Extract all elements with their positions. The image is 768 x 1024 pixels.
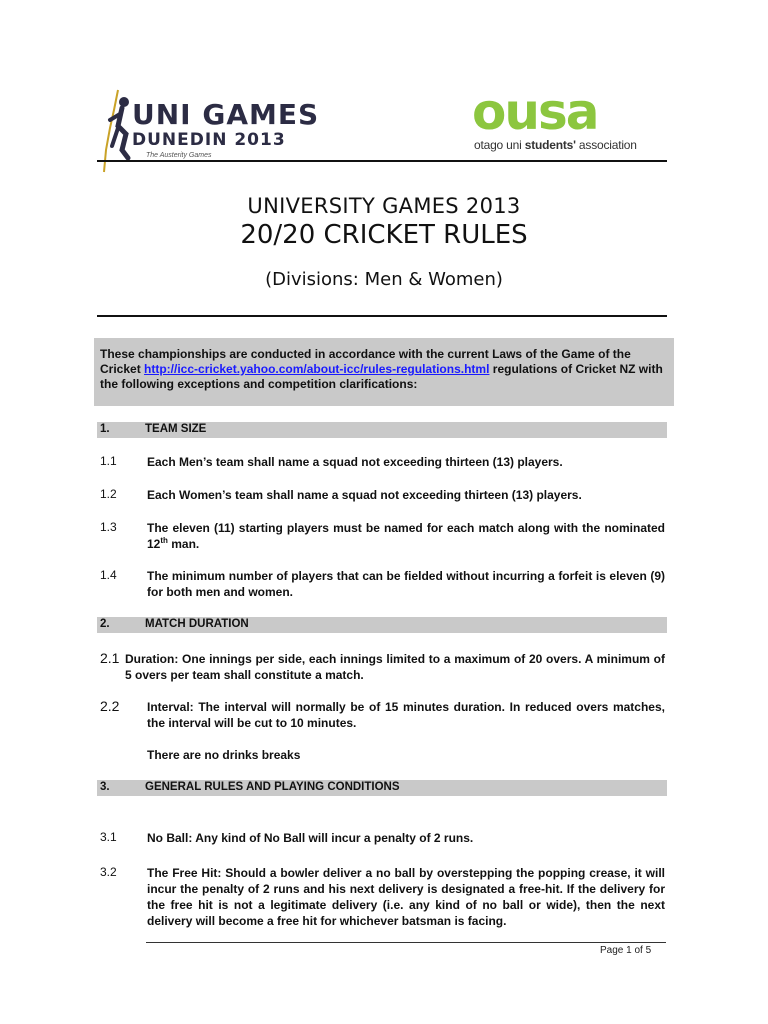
- header-divider: [97, 160, 667, 162]
- uni-games-title: UNI GAMES: [132, 98, 320, 131]
- rule-text: Duration: One innings per side, each innings limited to a maximum of 20 overs. A minimum of 5 overs per team shall constitute a match.: [125, 652, 665, 682]
- document-title-line1: UNIVERSITY GAMES 2013: [247, 194, 521, 218]
- rule-text: Each Women’s team shall name a squad not exceeding thirteen (13) players.: [147, 488, 582, 502]
- ousa-tagline: otago uni students' association: [474, 138, 637, 152]
- item-number: 1.4: [100, 568, 117, 582]
- intro-text: These championships are conducted in accordance with the current Laws of the Game of the Cricket http://icc-cricket.yahoo.com/about-icc/rules-regulations.html regulations of Cricket NZ with the following exceptions and competition clarifications:: [100, 347, 663, 391]
- rule-text: The eleven (11) starting players must be named for each match along with the nominated 12th man.: [147, 521, 665, 551]
- section-header-match-duration: 2. MATCH DURATION: [97, 617, 667, 633]
- rule-text: Each Men’s team shall name a squad not exceeding thirteen (13) players.: [147, 455, 563, 469]
- item-number: 1.3: [100, 520, 117, 534]
- title-divider: [97, 315, 667, 317]
- icc-rules-link[interactable]: http://icc-cricket.yahoo.com/about-icc/rules-regulations.html: [144, 362, 490, 376]
- rule-text: Interval: The interval will normally be of 15 minutes duration. In reduced overs matches, the interval will be cut to 10 minutes.: [147, 700, 665, 730]
- ousa-wordmark: ousa: [472, 83, 598, 141]
- rule-note: There are no drinks breaks: [147, 748, 301, 762]
- footer-divider: [146, 942, 666, 943]
- section-header-team-size: 1. TEAM SIZE: [97, 422, 667, 438]
- item-number: 3.1: [100, 830, 117, 844]
- item-number: 2.2: [100, 698, 120, 714]
- document-divisions: (Divisions: Men & Women): [265, 269, 503, 290]
- intro-box: [94, 338, 674, 406]
- document-title-line2: 20/20 CRICKET RULES: [240, 220, 528, 250]
- section-header-general-rules: 3. GENERAL RULES AND PLAYING CONDITIONS: [97, 780, 667, 796]
- rule-text: No Ball: Any kind of No Ball will incur a penalty of 2 runs.: [147, 831, 474, 845]
- page-number: Page 1 of 5: [600, 945, 652, 956]
- item-number: 3.2: [100, 865, 117, 879]
- ousa-logo: [472, 83, 672, 156]
- item-number: 1.2: [100, 487, 117, 501]
- uni-games-tagline: The Austerity Games: [146, 152, 212, 159]
- item-number: 2.1: [100, 650, 120, 666]
- item-number: 1.1: [100, 454, 117, 468]
- rule-text: The minimum number of players that can be fielded without incurring a forfeit is eleven (9) for both men and women.: [147, 569, 665, 599]
- rule-text: The Free Hit: Should a bowler deliver a no ball by overstepping the popping crease, it will incur the penalty of 2 runs and his next delivery is designated a free-hit. If the delivery for the free hit is not a legitimate delivery (i.e. any kind of no ball or wide), then the next delivery will become a free hit for whichever batsman is facing.: [147, 866, 665, 928]
- uni-games-subtitle: DUNEDIN 2013: [132, 130, 286, 150]
